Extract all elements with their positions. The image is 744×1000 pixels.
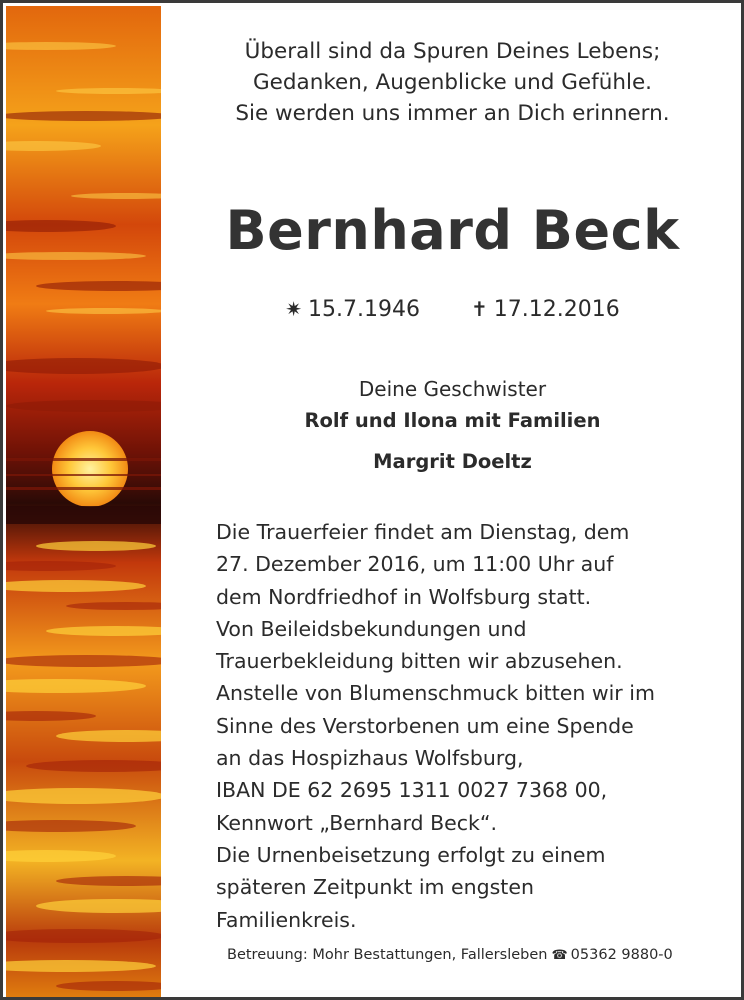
poem-line: Sie werden uns immer an Dich erinnern. [235, 101, 670, 126]
deceased-name: Bernhard Beck [225, 199, 680, 262]
info-line: Anstelle von Blumenschmuck bitten wir im [216, 681, 655, 706]
info-line: späteren Zeitpunkt im engsten [216, 875, 534, 900]
notice-content [161, 6, 744, 1000]
birth-date-group [285, 294, 420, 325]
mourners-family: Rolf und Ilona mit Familien [304, 409, 601, 432]
life-dates [161, 294, 744, 325]
cross-icon: ✝ [471, 297, 488, 321]
info-line: Trauerbekleidung bitten wir abzusehen. [216, 649, 623, 674]
sunset-image [6, 6, 161, 1000]
birth-date: 15.7.1946 [308, 297, 420, 322]
poem-line: Überall sind da Spuren Deines Lebens; [244, 39, 661, 64]
funeral-home-phone: 05362 9880-0 [570, 947, 673, 963]
info-line: Kennwort „Bernhard Beck“. [216, 810, 498, 835]
star-icon: ✷ [285, 297, 303, 321]
info-line: IBAN DE 62 2695 1311 0027 7368 00, [216, 778, 608, 803]
mourners-other: Margrit Doeltz [373, 450, 532, 473]
info-line: Die Trauerfeier findet am Dienstag, dem [216, 520, 630, 544]
phone-icon: ☎ [551, 948, 568, 963]
funeral-home-footer [227, 945, 737, 966]
funeral-home-text: Betreuung: Mohr Bestattungen, Fallersleben [227, 947, 548, 963]
mourners-intro: Deine Geschwister [358, 377, 547, 401]
death-date: 17.12.2016 [493, 297, 620, 322]
memorial-poem [161, 36, 744, 129]
funeral-info [216, 516, 736, 936]
info-line: Sinne des Verstorbenen um eine Spende [216, 713, 634, 738]
death-date-group [471, 294, 620, 325]
info-line: Von Beileidsbekundungen und [216, 616, 527, 641]
info-line: Die Urnenbeisetzung erfolgt zu einem [216, 842, 606, 867]
info-line: Familienkreis. [216, 907, 357, 932]
poem-line: Gedanken, Augenblicke und Gefühle. [252, 70, 653, 95]
mourners [161, 373, 744, 478]
info-line: dem Nordfriedhof in Wolfsburg statt. [216, 584, 592, 609]
info-line: 27. Dezember 2016, um 11:00 Uhr auf [216, 552, 614, 577]
info-line: an das Hospizhaus Wolfsburg, [216, 746, 524, 771]
